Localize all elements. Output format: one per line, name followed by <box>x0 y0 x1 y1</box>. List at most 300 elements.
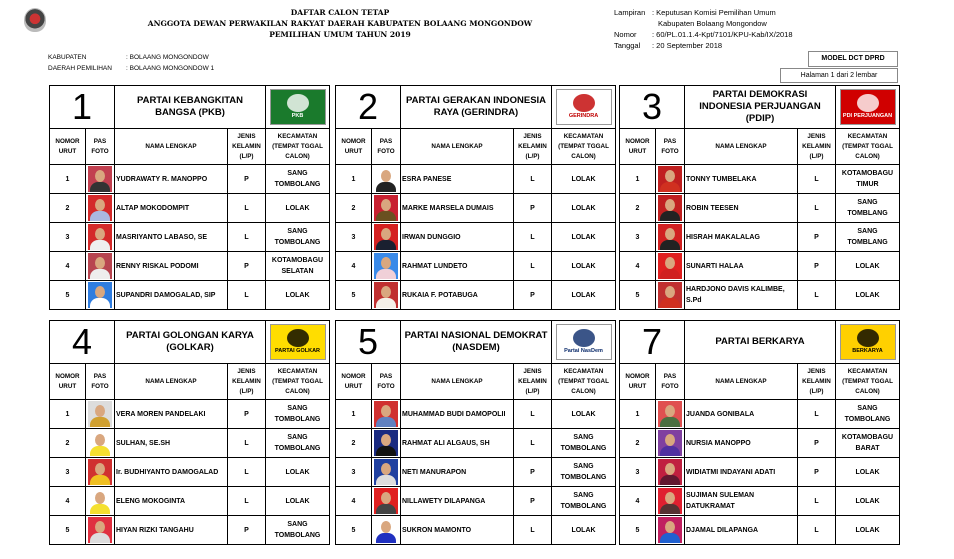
dapil-value: : BOLAANG MONGONDOW 1 <box>126 65 215 72</box>
column-header-row <box>336 129 616 165</box>
doc-election: PEMILIHAN UMUM TAHUN 2019 <box>269 30 411 39</box>
col-jenis: JENIS KELAMIN (L/P) <box>514 364 552 400</box>
table-row <box>50 516 330 545</box>
col-nomor: NOMOR URUT <box>620 129 656 165</box>
party-header <box>336 86 616 129</box>
party-name: PARTAI GERAKAN INDONESIA RAYA (GERINDRA) <box>401 86 552 129</box>
candidate-kecamatan: LOLAK <box>552 194 616 223</box>
candidate-kecamatan: LOLAK <box>552 400 616 429</box>
candidate-gender: P <box>228 252 266 281</box>
candidate-kecamatan: LOLAK <box>552 223 616 252</box>
candidate-kecamatan: SANG TOMBOLANG <box>266 400 330 429</box>
table-row <box>620 223 900 252</box>
party-panel <box>49 320 329 545</box>
candidate-kecamatan: LOLAK <box>266 281 330 310</box>
candidate-number: 2 <box>50 194 86 223</box>
candidate-number: 1 <box>50 400 86 429</box>
candidate-number: 1 <box>50 165 86 194</box>
col-foto: PAS FOTO <box>656 364 685 400</box>
candidate-kecamatan: LOLAK <box>552 516 616 545</box>
nomor-value: : 60/PL.01.1.4-Kpt/7101/KPU-Kab/IX/2018 <box>652 30 793 39</box>
kabupaten-label: KABUPATEN <box>48 54 87 61</box>
candidate-gender: L <box>228 429 266 458</box>
table-row <box>336 429 616 458</box>
candidate-photo <box>658 430 682 456</box>
photo-cell <box>372 458 401 487</box>
candidate-kecamatan: SANG TOMBOLANG <box>266 165 330 194</box>
candidate-number: 1 <box>336 165 372 194</box>
candidate-name: Ir. BUDHIYANTO DAMOGALAD <box>115 458 228 487</box>
candidate-photo <box>88 459 112 485</box>
party-number: 1 <box>50 86 115 129</box>
candidate-gender: L <box>228 281 266 310</box>
table-row <box>336 458 616 487</box>
table-row <box>50 281 330 310</box>
col-jenis: JENIS KELAMIN (L/P) <box>228 364 266 400</box>
candidate-number: 2 <box>620 429 656 458</box>
party-name: PARTAI KEBANGKITAN BANGSA (PKB) <box>115 86 266 129</box>
candidate-number: 1 <box>620 400 656 429</box>
party-logo <box>556 324 612 360</box>
candidate-kecamatan: LOLAK <box>552 281 616 310</box>
party-panel <box>335 85 615 310</box>
party-logo-cell <box>266 321 330 364</box>
candidate-number: 3 <box>50 223 86 252</box>
col-kecamatan: KECAMATAN (TEMPAT TGGAL CALON) <box>266 364 330 400</box>
party-logo <box>840 89 896 125</box>
table-row <box>50 252 330 281</box>
candidate-kecamatan: LOLAK <box>836 487 900 516</box>
candidate-number: 4 <box>336 252 372 281</box>
kabupaten-value: : BOLAANG MONGONDOW <box>126 54 209 61</box>
candidate-gender: L <box>514 223 552 252</box>
party-logo-text: PKB <box>291 113 304 119</box>
table-row <box>336 487 616 516</box>
table-row <box>620 458 900 487</box>
candidate-kecamatan: SANG TOMBOLANG <box>266 516 330 545</box>
candidate-name: ALTAP MOKODOMPIT <box>115 194 228 223</box>
col-foto: PAS FOTO <box>372 364 401 400</box>
party-logo-symbol-icon <box>857 94 879 112</box>
candidate-name: RENNY RISKAL PODOMI <box>115 252 228 281</box>
col-nomor: NOMOR URUT <box>620 364 656 400</box>
photo-cell <box>656 458 685 487</box>
candidate-photo <box>88 401 112 427</box>
table-row <box>620 281 900 310</box>
table-row <box>336 516 616 545</box>
party-logo-text: Partai NasDem <box>564 348 603 354</box>
party-number: 7 <box>620 321 685 364</box>
table-row <box>50 194 330 223</box>
party-logo-symbol-icon <box>573 94 595 112</box>
photo-cell <box>656 429 685 458</box>
party-panel <box>335 320 615 545</box>
table-row <box>336 194 616 223</box>
col-nama: NAMA LENGKAP <box>401 364 514 400</box>
candidate-name: SUJIMAN SULEMAN DATUKRAMAT <box>685 487 798 516</box>
table-row <box>50 400 330 429</box>
photo-cell <box>86 516 115 545</box>
candidate-photo <box>658 253 682 279</box>
party-header <box>50 86 330 129</box>
candidate-number: 2 <box>50 429 86 458</box>
candidate-kecamatan: SANG TOMBOLANG <box>552 429 616 458</box>
candidate-photo <box>374 459 398 485</box>
party-logo <box>840 324 896 360</box>
candidate-number: 5 <box>50 516 86 545</box>
candidate-gender: P <box>798 252 836 281</box>
photo-cell <box>86 252 115 281</box>
candidate-number: 4 <box>336 487 372 516</box>
candidate-kecamatan: SANG TOMBOLANG <box>836 400 900 429</box>
candidate-photo <box>658 195 682 221</box>
candidate-gender: L <box>798 487 836 516</box>
candidate-number: 3 <box>50 458 86 487</box>
party-logo-text: BERKARYA <box>852 348 883 354</box>
candidate-gender: P <box>798 429 836 458</box>
lampiran-value: : Keputusan Komisi Pemilihan Umum <box>652 8 776 17</box>
photo-cell <box>86 223 115 252</box>
table-row <box>620 400 900 429</box>
candidate-kecamatan: LOLAK <box>266 458 330 487</box>
page-indicator: Halaman 1 dari 2 lembar <box>780 68 898 83</box>
col-kecamatan: KECAMATAN (TEMPAT TGGAL CALON) <box>836 129 900 165</box>
party-header <box>50 321 330 364</box>
col-foto: PAS FOTO <box>656 129 685 165</box>
col-nama: NAMA LENGKAP <box>685 129 798 165</box>
candidate-gender: L <box>798 400 836 429</box>
table-row <box>50 223 330 252</box>
candidate-name: IRWAN DUNGGIO <box>401 223 514 252</box>
party-name: PARTAI DEMOKRASI INDONESIA PERJUANGAN (PDIP) <box>685 86 836 129</box>
candidate-photo <box>374 224 398 250</box>
photo-cell <box>86 400 115 429</box>
col-kecamatan: KECAMATAN (TEMPAT TGGAL CALON) <box>266 129 330 165</box>
candidate-number: 1 <box>620 165 656 194</box>
party-name: PARTAI NASIONAL DEMOKRAT (NASDEM) <box>401 321 552 364</box>
table-row <box>336 165 616 194</box>
candidate-photo <box>88 430 112 456</box>
candidate-number: 1 <box>336 400 372 429</box>
candidate-kecamatan: KOTAMOBAGU BARAT <box>836 429 900 458</box>
candidate-gender: P <box>514 487 552 516</box>
nomor-label: Nomor <box>614 30 637 39</box>
photo-cell <box>656 516 685 545</box>
candidate-gender: L <box>798 281 836 310</box>
candidate-gender: P <box>228 165 266 194</box>
photo-cell <box>372 281 401 310</box>
candidate-name: SUKRON MAMONTO <box>401 516 514 545</box>
candidate-gender: P <box>514 194 552 223</box>
candidate-kecamatan: SANG TOMBOLANG <box>552 487 616 516</box>
party-name: PARTAI BERKARYA <box>685 321 836 364</box>
candidate-photo <box>88 166 112 192</box>
photo-cell <box>372 487 401 516</box>
candidate-kecamatan: SANG TOMBOLANG <box>266 223 330 252</box>
candidate-photo <box>88 282 112 308</box>
photo-cell <box>656 165 685 194</box>
candidate-kecamatan: LOLAK <box>836 281 900 310</box>
candidate-photo <box>658 224 682 250</box>
photo-cell <box>86 458 115 487</box>
candidate-kecamatan: SANG TOMBOLANG <box>552 458 616 487</box>
candidate-name: NETI MANURAPON <box>401 458 514 487</box>
kpu-logo <box>24 8 46 32</box>
photo-cell <box>372 194 401 223</box>
candidate-photo <box>658 401 682 427</box>
candidate-name: HARDJONO DAVIS KALIMBE, S.Pd <box>685 281 798 310</box>
column-header-row <box>50 129 330 165</box>
col-kecamatan: KECAMATAN (TEMPAT TGGAL CALON) <box>552 364 616 400</box>
table-row <box>620 252 900 281</box>
col-nomor: NOMOR URUT <box>50 364 86 400</box>
party-number: 3 <box>620 86 685 129</box>
party-panel <box>49 85 329 310</box>
table-row <box>50 487 330 516</box>
candidate-number: 5 <box>620 516 656 545</box>
candidate-gender: L <box>798 165 836 194</box>
candidate-gender: L <box>514 400 552 429</box>
tanggal-value: : 20 September 2018 <box>652 41 723 50</box>
col-nomor: NOMOR URUT <box>50 129 86 165</box>
party-logo-cell <box>552 86 616 129</box>
party-number: 4 <box>50 321 115 364</box>
candidate-gender: L <box>514 429 552 458</box>
doc-subtitle: ANGGOTA DEWAN PERWAKILAN RAKYAT DAERAH KABUPATEN BOLAANG MONGONDOW <box>147 19 533 28</box>
photo-cell <box>372 165 401 194</box>
candidate-photo <box>658 459 682 485</box>
candidate-gender: P <box>798 223 836 252</box>
candidate-name: NILLAWETY DILAPANGA <box>401 487 514 516</box>
candidate-name: SUPANDRI DAMOGALAD, SIP <box>115 281 228 310</box>
col-foto: PAS FOTO <box>372 129 401 165</box>
table-row <box>50 165 330 194</box>
col-nama: NAMA LENGKAP <box>401 129 514 165</box>
candidate-gender: L <box>514 516 552 545</box>
photo-cell <box>86 194 115 223</box>
party-logo-cell <box>836 321 900 364</box>
photo-cell <box>372 400 401 429</box>
column-header-row <box>620 129 900 165</box>
col-nomor: NOMOR URUT <box>336 129 372 165</box>
candidate-gender: L <box>228 223 266 252</box>
party-logo-cell <box>552 321 616 364</box>
photo-cell <box>372 223 401 252</box>
photo-cell <box>656 487 685 516</box>
candidate-gender: L <box>514 165 552 194</box>
candidate-name: RAHMAT LUNDETO <box>401 252 514 281</box>
candidate-photo <box>374 253 398 279</box>
col-kecamatan: KECAMATAN (TEMPAT TGGAL CALON) <box>836 364 900 400</box>
candidate-photo <box>88 224 112 250</box>
candidate-photo <box>658 166 682 192</box>
col-jenis: JENIS KELAMIN (L/P) <box>228 129 266 165</box>
candidate-name: WIDIATMI INDAYANI ADATI <box>685 458 798 487</box>
candidate-number: 3 <box>620 458 656 487</box>
table-row <box>50 458 330 487</box>
col-jenis: JENIS KELAMIN (L/P) <box>514 129 552 165</box>
candidate-photo <box>88 488 112 514</box>
candidate-gender: P <box>228 516 266 545</box>
table-row <box>620 487 900 516</box>
candidate-name: SUNARTI HALAA <box>685 252 798 281</box>
candidate-number: 4 <box>620 252 656 281</box>
party-name: PARTAI GOLONGAN KARYA (GOLKAR) <box>115 321 266 364</box>
party-header <box>336 321 616 364</box>
candidate-gender: P <box>798 458 836 487</box>
candidate-name: MUHAMMAD BUDI DAMOPOLII <box>401 400 514 429</box>
candidate-name: TONNY TUMBELAKA <box>685 165 798 194</box>
candidate-kecamatan: LOLAK <box>836 458 900 487</box>
candidate-number: 2 <box>336 429 372 458</box>
col-jenis: JENIS KELAMIN (L/P) <box>798 364 836 400</box>
col-jenis: JENIS KELAMIN (L/P) <box>798 129 836 165</box>
candidate-photo <box>658 517 682 543</box>
candidate-number: 5 <box>336 281 372 310</box>
candidate-table <box>335 85 616 310</box>
candidate-number: 5 <box>50 281 86 310</box>
table-row <box>336 223 616 252</box>
photo-cell <box>86 487 115 516</box>
party-logo-symbol-icon <box>287 329 309 347</box>
candidate-number: 3 <box>620 223 656 252</box>
tanggal-label: Tanggal <box>614 41 641 50</box>
candidate-gender: P <box>514 281 552 310</box>
candidate-number: 4 <box>50 252 86 281</box>
party-logo-text: PDI PERJUANGAN <box>842 113 893 119</box>
photo-cell <box>372 429 401 458</box>
candidate-number: 5 <box>336 516 372 545</box>
candidate-photo <box>374 195 398 221</box>
lampiran-value2: Kabupaten Bolaang Mongondow <box>658 19 767 28</box>
candidate-kecamatan: LOLAK <box>552 252 616 281</box>
candidate-name: MARKE MARSELA DUMAIS <box>401 194 514 223</box>
candidate-gender: L <box>228 458 266 487</box>
candidate-photo <box>88 253 112 279</box>
party-number: 5 <box>336 321 401 364</box>
photo-cell <box>372 252 401 281</box>
candidate-table <box>49 320 330 545</box>
candidate-kecamatan: LOLAK <box>836 252 900 281</box>
candidate-photo <box>374 282 398 308</box>
candidate-number: 2 <box>620 194 656 223</box>
photo-cell <box>86 429 115 458</box>
candidate-photo <box>374 517 398 543</box>
photo-cell <box>86 165 115 194</box>
candidate-kecamatan: LOLAK <box>552 165 616 194</box>
lampiran-label: Lampiran <box>614 8 646 17</box>
candidate-kecamatan: SANG TOMBLANG <box>836 223 900 252</box>
candidate-photo <box>88 195 112 221</box>
candidate-table <box>619 85 900 310</box>
candidate-name: RUKAIA F. POTABUGA <box>401 281 514 310</box>
candidate-name: ROBIN TEESEN <box>685 194 798 223</box>
candidate-name: YUDRAWATY R. MANOPPO <box>115 165 228 194</box>
candidate-photo <box>88 517 112 543</box>
table-row <box>50 429 330 458</box>
table-row <box>620 194 900 223</box>
candidate-kecamatan: LOLAK <box>266 194 330 223</box>
col-foto: PAS FOTO <box>86 129 115 165</box>
candidate-name: DJAMAL DILAPANGA <box>685 516 798 545</box>
candidate-kecamatan: KOTAMOBAGU SELATAN <box>266 252 330 281</box>
photo-cell <box>86 281 115 310</box>
party-panel <box>619 320 899 545</box>
table-row <box>336 252 616 281</box>
candidate-photo <box>374 488 398 514</box>
col-nama: NAMA LENGKAP <box>685 364 798 400</box>
candidate-table <box>49 85 330 310</box>
party-logo <box>270 89 326 125</box>
candidate-name: ELENG MOKOGINTA <box>115 487 228 516</box>
party-logo <box>556 89 612 125</box>
candidate-photo <box>658 488 682 514</box>
party-logo-symbol-icon <box>287 94 309 112</box>
candidate-gender: L <box>228 194 266 223</box>
candidate-photo <box>374 166 398 192</box>
party-panel <box>619 85 899 310</box>
candidate-name: VERA MOREN PANDELAKI <box>115 400 228 429</box>
column-header-row <box>50 364 330 400</box>
table-row <box>620 429 900 458</box>
candidate-name: HISRAH MAKALALAG <box>685 223 798 252</box>
candidate-kecamatan: LOLAK <box>836 516 900 545</box>
candidate-name: JUANDA GONIBALA <box>685 400 798 429</box>
photo-cell <box>656 400 685 429</box>
candidate-photo <box>374 430 398 456</box>
col-kecamatan: KECAMATAN (TEMPAT TGGAL CALON) <box>552 129 616 165</box>
table-row <box>336 400 616 429</box>
candidate-gender: L <box>798 194 836 223</box>
party-logo-text: GERINDRA <box>568 113 599 119</box>
candidate-gender: L <box>514 252 552 281</box>
photo-cell <box>656 223 685 252</box>
candidate-number: 3 <box>336 223 372 252</box>
model-badge: MODEL DCT DPRD <box>808 51 898 67</box>
candidate-kecamatan: LOLAK <box>266 487 330 516</box>
candidate-gender: P <box>228 400 266 429</box>
candidate-table <box>335 320 616 545</box>
col-nomor: NOMOR URUT <box>336 364 372 400</box>
dapil-label: DAERAH PEMILIHAN <box>48 65 112 72</box>
party-logo <box>270 324 326 360</box>
party-header <box>620 86 900 129</box>
candidate-number: 2 <box>336 194 372 223</box>
party-logo-symbol-icon <box>573 329 595 347</box>
photo-cell <box>656 194 685 223</box>
party-logo-cell <box>836 86 900 129</box>
photo-cell <box>656 252 685 281</box>
column-header-row <box>620 364 900 400</box>
party-logo-symbol-icon <box>857 329 879 347</box>
party-logo-text: PARTAI GOLKAR <box>275 348 321 354</box>
candidate-number: 4 <box>620 487 656 516</box>
candidate-kecamatan: KOTAMOBAGU TIMUR <box>836 165 900 194</box>
candidate-gender: P <box>514 458 552 487</box>
candidate-name: ESRA PANESE <box>401 165 514 194</box>
photo-cell <box>656 281 685 310</box>
col-nama: NAMA LENGKAP <box>115 364 228 400</box>
candidate-name: SULHAN, SE.SH <box>115 429 228 458</box>
party-header <box>620 321 900 364</box>
candidate-kecamatan: SANG TOMBLANG <box>836 194 900 223</box>
candidate-name: HIYAN RIZKI TANGAHU <box>115 516 228 545</box>
candidate-gender: L <box>228 487 266 516</box>
candidate-number: 5 <box>620 281 656 310</box>
candidate-name: NURSIA MANOPPO <box>685 429 798 458</box>
candidate-name: RAHMAT ALI ALGAUS, SH <box>401 429 514 458</box>
candidate-gender: L <box>798 516 836 545</box>
